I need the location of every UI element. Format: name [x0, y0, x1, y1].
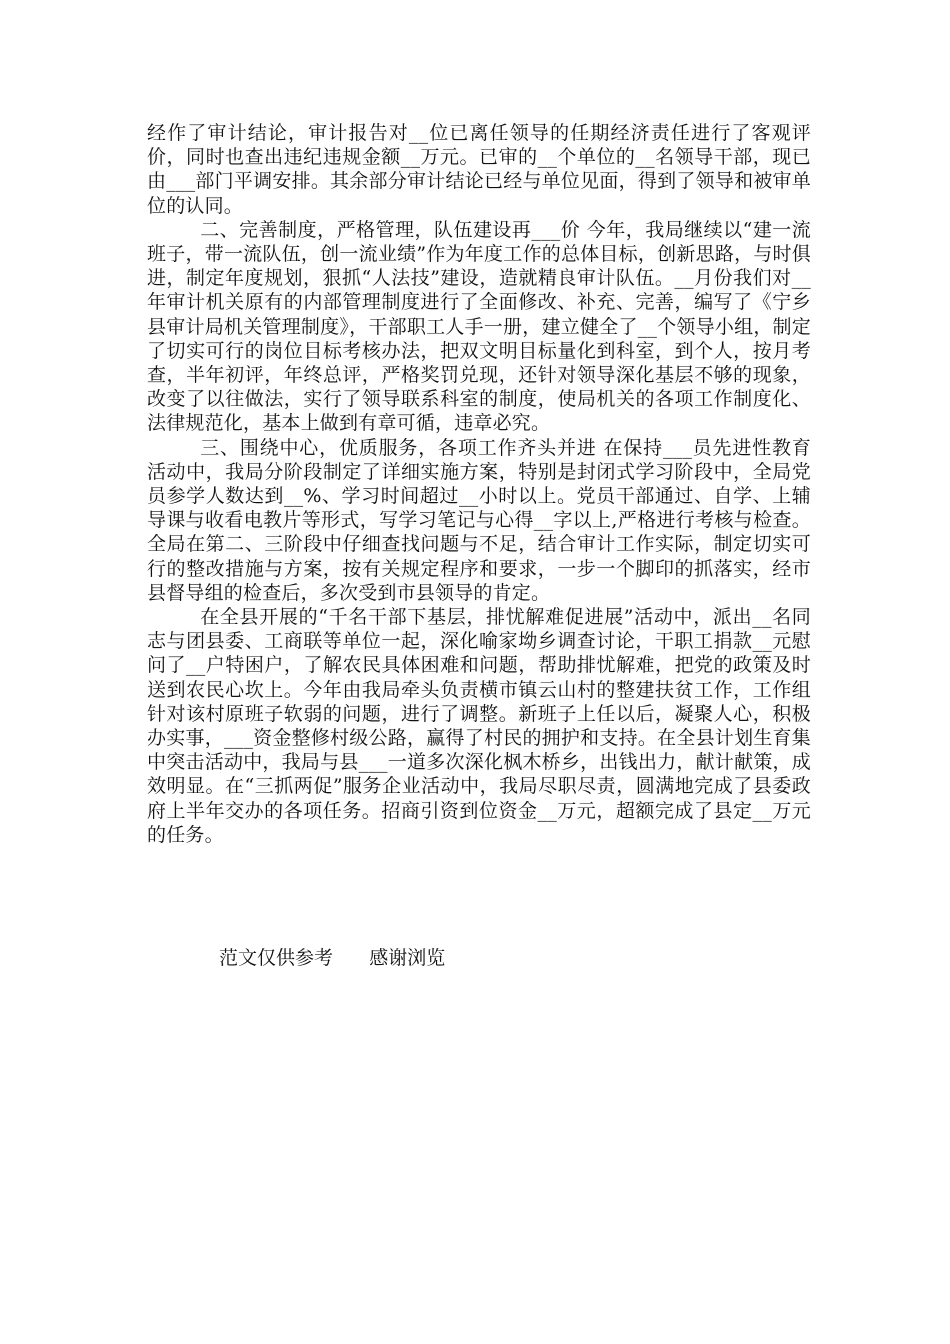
paragraph-2: 二、完善制度，严格管理，队伍建设再___价 今年，我局继续以“建一流班子，带一流队伍，创一流业绩”作为年度工作的总体目标，创新思路，与时俱进，制定年度规划，狠抓“人法技”建设，造就精良审计队伍。__月份我们对__年审计机关原有的内部管理制度进行了全面修改、补充、完善，编写了《宁乡县审计局机关管理制度》，干部职工人手一册，建立健全了__个领导小组，制定了切实可行的岗位目标考核办法，把双文明目标量化到科室，到个人，按月考查，半年初评，年终总评，严格奖罚兑现，还针对领导深化基层不够的现象，改变了以往做法，实行了领导联系科室的制度，使局机关的各项工作制度化、法律规范化，基本上做到有章可循，违章必究。 — [147, 218, 811, 435]
footer-note — [219, 946, 445, 970]
footer-right-text: 感谢浏览 — [369, 947, 446, 969]
paragraph-3: 三、围绕中心，优质服务，各项工作齐头并进 在保持___员先进性教育活动中，我局分阶段制定了详细实施方案，特别是封闭式学习阶段中，全局党员参学人数达到__%、学习时间超过__小时以上。党员干部通过、自学、上辅导课与收看电教片等形式，写学习笔记与心得__字以上,严格进行考核与检查。全局在第二、三阶段中仔细查找问题与不足，结合审计工作实际，制定切实可行的整改措施与方案，按有关规定程序和要求，一步一个脚印的抓落实，经市县督导组的检查后，多次受到市县领导的肯定。 — [147, 436, 811, 604]
document-body — [147, 121, 811, 847]
paragraph-1: 经作了审计结论，审计报告对__位已离任领导的任期经济责任进行了客观评价，同时也查出违纪违规金额__万元。已审的__个单位的__名领导干部，现已由___部门平调安排。其余部分审计结论已经与单位见面，得到了领导和被审单位的认同。 — [147, 122, 811, 217]
footer-left-text: 范文仅供参考 — [219, 947, 334, 969]
paragraph-4: 在全县开展的“千名干部下基层，排忧解难促进展”活动中，派出__名同志与团县委、工商联等单位一起，深化喻家坳乡调查讨论，干职工捐款__元慰问了__户特困户，了解农民具体困难和问题，帮助排忧解难，把党的政策及时送到农民心坎上。今年由我局牵头负责横市镇云山村的整建扶贫工作，工作组针对该村原班子软弱的问题，进行了调整。新班子上任以后，凝聚人心，积极办实事，___资金整修村级公路，赢得了村民的拥护和支持。在全县计划生育集中突击活动中，我局与县___一道多次深化枫木桥乡，出钱出力，献计献策，成效明显。在“三抓两促”服务企业活动中，我局尽职尽责，圆满地完成了县委政府上半年交办的各项任务。招商引资到位资金__万元，超额完成了县定__万元的任务。 — [147, 606, 811, 846]
